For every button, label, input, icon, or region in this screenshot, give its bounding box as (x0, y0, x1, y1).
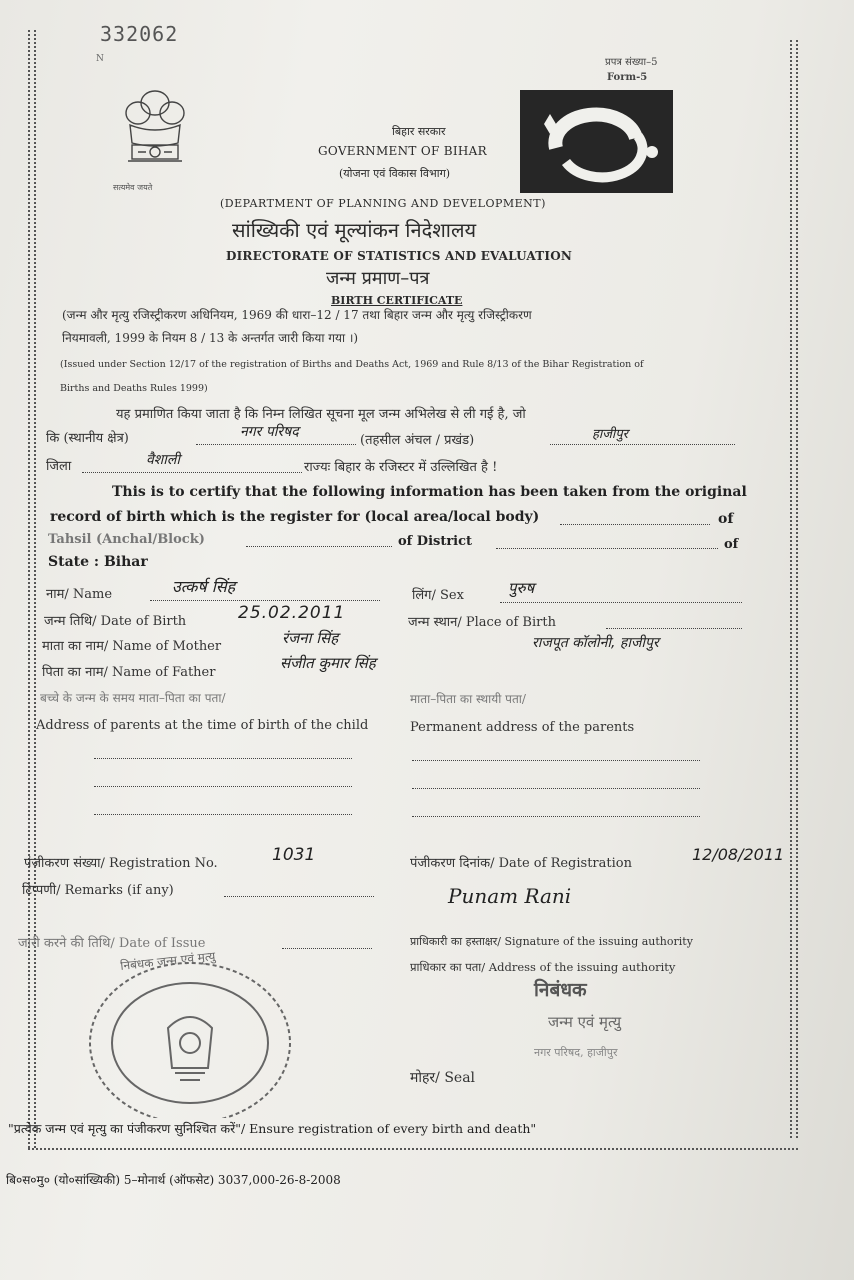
certify-hindi-2b: (तहसील अंचल / प्रखंड) (360, 433, 475, 448)
name-value: उत्कर्ष सिंह (172, 577, 236, 596)
name-dots (150, 600, 380, 601)
block-value: हाजीपुर (592, 427, 628, 442)
district-dots (82, 472, 302, 473)
certify-english-2-end: of (718, 511, 734, 527)
block-dots (550, 444, 735, 445)
dob-value: 25.02.2011 (238, 603, 346, 623)
addr-perm-hindi: माता–पिता का स्थायी पता/ (410, 692, 526, 706)
directorate-title: DIRECTORATE OF STATISTICS AND EVALUATION (226, 249, 573, 263)
addr-perm-line-1 (412, 760, 700, 761)
authority-line-2: जन्म एवं मृत्यु (548, 1013, 622, 1031)
intro-hindi-1: (जन्म और मृत्यु रजिस्ट्रीकरण अधिनियम, 1969 की धारा–12 / 17 तथा बिहार जन्म और मृत्यु रजिस्ट्रीकरण (62, 308, 532, 322)
sex-dots (500, 602, 742, 603)
certificate-title: BIRTH CERTIFICATE (331, 294, 463, 307)
local-area-dots (196, 444, 356, 445)
certify-hindi-3b: राज्यः बिहार के रजिस्टर में उल्लिखित है ! (304, 460, 498, 475)
sex-value: पुरुष (508, 579, 535, 597)
seal-label: मोहर/ Seal (410, 1070, 476, 1086)
district-en-dots (496, 548, 718, 549)
district-value: वैशाली (146, 452, 181, 468)
addr-perm-line-3 (412, 816, 700, 817)
authority-line-1: निबंधक (534, 979, 587, 1001)
state-line: State : Bihar (48, 554, 148, 570)
stamp-text: निबंधक जन्म एवं मृत्यु (119, 949, 217, 973)
addr-birth-line-2 (94, 786, 352, 787)
certify-hindi-3a: जिला (46, 459, 72, 474)
sex-label: लिंग/ Sex (412, 588, 464, 603)
bottom-border (28, 1148, 798, 1150)
logo-mark-icon (520, 90, 673, 193)
dept-title: (DEPARTMENT OF PLANNING AND DEVELOPMENT) (220, 197, 546, 210)
intro-english-2: Births and Deaths Rules 1999) (60, 383, 208, 394)
reg-no-label: पंजीकरण संख्या/ Registration No. (24, 856, 218, 871)
form-number: Form-5 (607, 72, 648, 83)
left-border (28, 30, 30, 1148)
certify-english-3a: Tahsil (Anchal/Block) (48, 532, 205, 547)
place-of-birth-value: राजपूत कॉलोनी, हाजीपुर (532, 635, 659, 651)
addr-birth-line-1 (94, 758, 352, 759)
father-label: पिता का नाम/ Name of Father (42, 665, 216, 680)
gov-title-hindi: बिहार सरकार (392, 125, 446, 138)
pob-dots (606, 628, 742, 629)
issue-date-label: जारी करने की तिथि/ Date of Issue (18, 936, 206, 951)
father-value: संजीत कुमार सिंह (280, 654, 376, 672)
intro-english-1: (Issued under Section 12/17 of the registration of Births and Deaths Act, 1969 and Rule 8/13 of the Bihar Registration of (60, 359, 644, 370)
form-number-hindi: प्रपत्र संख्या–5 (605, 57, 658, 68)
right-border-inner (796, 40, 798, 1138)
addr-birth-hindi: बच्चे के जन्म के समय माता–पिता का पता/ (40, 691, 226, 705)
mother-value: रंजना सिंह (282, 629, 339, 647)
dept-hindi: (योजना एवं विकास विभाग) (339, 167, 451, 180)
press-line: बि०स०मु० (यो०सांख्यिकी) 5–मोनार्थ (ऑफसेट) 3037,000-26-8-2008 (6, 1173, 341, 1187)
emblem-caption: सत्यमेव जयते (113, 183, 153, 192)
serial-number: 332062 (100, 22, 179, 46)
addr-perm-line-2 (412, 788, 700, 789)
certify-english-3-end: of (724, 537, 739, 552)
reg-date-label: पंजीकरण दिनांक/ Date of Registration (410, 856, 632, 871)
reg-no-value: 1031 (272, 845, 316, 865)
addr-birth-line-3 (94, 814, 352, 815)
local-area-value: नगर परिषद (240, 424, 299, 440)
certify-english-2: record of birth which is the register for (local area/local body) (50, 509, 540, 525)
tahsil-dots (246, 546, 392, 547)
name-label: नाम/ Name (46, 587, 113, 602)
certify-hindi-2a: कि (स्थानीय क्षेत्र) (46, 431, 129, 446)
dob-label: जन्म तिथि/ Date of Birth (44, 614, 187, 629)
signature-label: प्राधिकारी का हस्ताक्षर/ Signature of the issuing authority (410, 935, 693, 948)
state-emblem-icon (110, 85, 200, 184)
certificate-title-hindi: जन्म प्रमाण–पत्र (326, 268, 430, 289)
serial-prefix: N (96, 54, 104, 64)
left-border-inner (34, 30, 36, 1148)
addr-perm-label: Permanent address of the parents (410, 720, 635, 735)
remarks-label: टिप्पणी/ Remarks (if any) (22, 883, 174, 898)
authority-address-label: प्राधिकार का पता/ Address of the issuing authority (410, 960, 676, 974)
directorate-hindi: सांख्यिकी एवं मूल्यांकन निदेशालय (232, 218, 477, 242)
pob-label: जन्म स्थान/ Place of Birth (408, 615, 556, 630)
certify-english-3b: of District (398, 534, 473, 549)
remarks-dots (224, 896, 374, 897)
official-seal-icon (80, 948, 310, 1122)
authority-line-3: नगर परिषद, हाजीपुर (534, 1046, 618, 1059)
mother-label: माता का नाम/ Name of Mother (42, 639, 222, 654)
reg-date-value: 12/08/2011 (692, 845, 785, 864)
certify-hindi-1: यह प्रमाणित किया जाता है कि निम्न लिखित सूचना मूल जन्म अभिलेख से ली गई है, जो (116, 407, 526, 422)
gov-title: GOVERNMENT OF BIHAR (318, 144, 487, 158)
issuing-signature: Punam Rani (448, 884, 572, 908)
addr-birth-label: Address of parents at the time of birth of the child (36, 718, 369, 733)
right-border (790, 40, 792, 1138)
intro-hindi-2: नियमावली, 1999 के नियम 8 / 13 के अन्तर्गत जारी किया गया ।) (62, 331, 359, 345)
local-body-dots (560, 524, 710, 525)
directorate-logo (520, 90, 673, 193)
certify-english-1: This is to certify that the following information has been taken from the original (112, 484, 747, 500)
footer-note: "प्रत्येक जन्म एवं मृत्यु का पंजीकरण सुनिश्चित करें"/ Ensure registration of every birth and death" (8, 1121, 537, 1136)
